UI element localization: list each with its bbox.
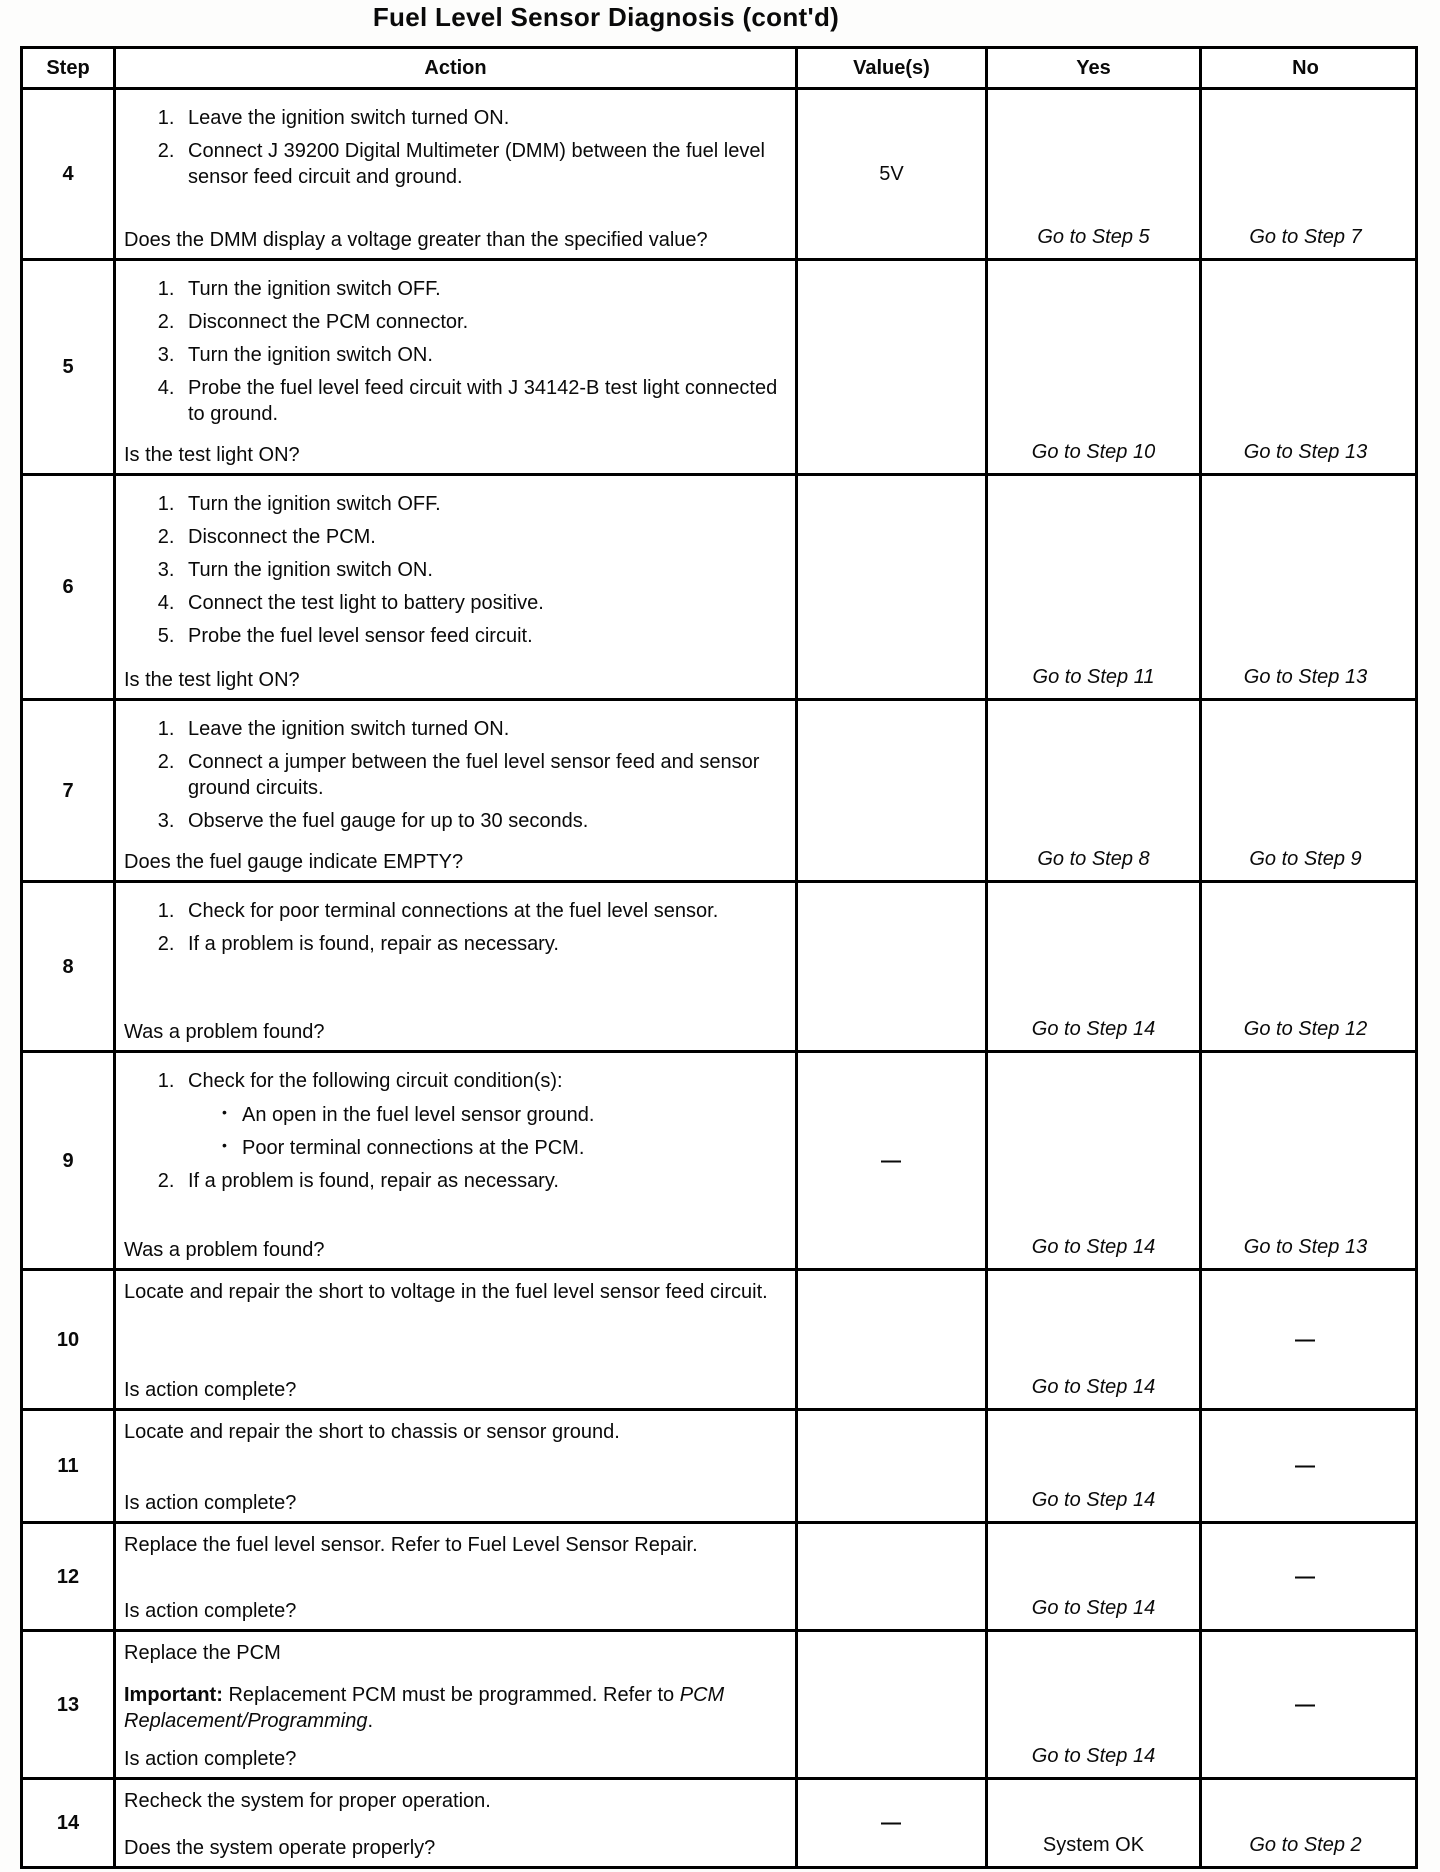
value-cell (798, 1632, 988, 1777)
action-list (124, 891, 785, 964)
table-row-step-7 (23, 701, 1415, 883)
step-number: 9 (23, 1053, 116, 1268)
value-cell: — (798, 1780, 988, 1866)
no-cell (1202, 1053, 1409, 1268)
action-item (180, 1068, 785, 1161)
yes-action: Go to Step 14 (1031, 1236, 1156, 1258)
step-number: 8 (23, 883, 116, 1050)
step-number: 12 (23, 1524, 116, 1629)
no-action: — (1295, 1328, 1316, 1351)
action-cell (116, 883, 798, 1050)
value-cell: — (798, 1053, 988, 1268)
question-text: Is action complete? (124, 1492, 297, 1514)
question-text: Is the test light ON? (124, 444, 300, 466)
table-row-step-4 (23, 90, 1415, 261)
yes-cell (988, 701, 1202, 880)
page-title: Fuel Level Sensor Diagnosis (cont'd) (372, 2, 840, 32)
step-number: 11 (23, 1411, 116, 1521)
question-text: Does the fuel gauge indicate EMPTY? (124, 851, 464, 873)
no-cell (1202, 90, 1409, 258)
header-step: Step (23, 49, 116, 87)
yes-cell (988, 1780, 1202, 1866)
value-cell (798, 476, 988, 698)
action-text: Recheck the system for proper operation. (124, 1790, 491, 1812)
value-cell (798, 261, 988, 473)
header-no: No (1292, 57, 1319, 79)
no-action: Go to Step 13 (1243, 666, 1368, 688)
action-cell (116, 261, 798, 473)
no-cell (1202, 1632, 1409, 1777)
action-item: 1. Turn the ignition switch OFF. (180, 491, 785, 517)
action-text: Replace the PCM (124, 1642, 281, 1664)
important-body: Replacement PCM must be programmed. Refer to (222, 1684, 680, 1706)
table-row-step-5 (23, 261, 1415, 476)
yes-action: Go to Step 14 (1031, 1376, 1156, 1398)
table-row-step-14 (23, 1780, 1415, 1866)
action-cell (116, 476, 798, 698)
bullet-list (188, 1102, 785, 1161)
step-number: 13 (23, 1632, 116, 1777)
no-action: — (1295, 1455, 1316, 1477)
important-period: . (367, 1710, 373, 1732)
question-text: Is action complete? (124, 1748, 297, 1770)
value-cell: 5V (798, 90, 988, 258)
action-item: 2. If a problem is found, repair as necessary. (180, 931, 785, 957)
important-note (124, 1682, 785, 1734)
no-action: Go to Step 12 (1243, 1018, 1368, 1040)
yes-cell (988, 1524, 1202, 1629)
table-row-step-13 (23, 1632, 1415, 1780)
action-item: 1. Leave the ignition switch turned ON. (180, 105, 785, 131)
no-action: Go to Step 9 (1249, 848, 1362, 870)
action-item: 1. Check for poor terminal connections at the fuel level sensor. (180, 898, 785, 924)
action-item: 2. Connect a jumper between the fuel level sensor feed and sensor ground circuits. (180, 749, 785, 801)
header-yes: Yes (988, 49, 1202, 87)
yes-action: Go to Step 14 (1031, 1489, 1156, 1511)
action-list (124, 269, 785, 434)
yes-action: Go to Step 14 (1031, 1745, 1156, 1767)
action-list (124, 98, 785, 197)
no-cell (1202, 883, 1409, 1050)
no-action: — (1295, 1693, 1316, 1716)
no-action: Go to Step 13 (1243, 1236, 1368, 1258)
yes-cell (988, 261, 1202, 473)
no-cell (1202, 1271, 1409, 1408)
value-cell (798, 1524, 988, 1629)
action-cell (116, 90, 798, 258)
yes-action: System OK (1042, 1834, 1145, 1856)
action-item: 1. Turn the ignition switch OFF. (180, 276, 785, 302)
action-cell (116, 1632, 798, 1777)
question-text: Is action complete? (124, 1600, 297, 1622)
action-item: 2. If a problem is found, repair as necessary. (180, 1168, 785, 1194)
action-text: Replace the fuel level sensor. Refer to Fuel Level Sensor Repair. (124, 1534, 698, 1556)
yes-cell (988, 476, 1202, 698)
action-item-text: Check for the following circuit condition(s): (188, 1070, 563, 1092)
no-action: — (1295, 1565, 1316, 1588)
action-item: 3. Observe the fuel gauge for up to 30 seconds. (180, 808, 785, 834)
action-item: 4. Connect the test light to battery positive. (180, 590, 785, 616)
step-number: 5 (23, 261, 116, 473)
yes-cell (988, 1411, 1202, 1521)
diagnosis-table (20, 46, 1418, 1869)
table-row-step-6 (23, 476, 1415, 701)
action-item: 2. Connect J 39200 Digital Multimeter (DMM) between the fuel level sensor feed circuit and ground. (180, 138, 785, 190)
question-text: Is the test light ON? (124, 669, 300, 691)
action-cell (116, 1780, 798, 1866)
table-row-step-8 (23, 883, 1415, 1053)
table-header-row (23, 49, 1415, 90)
bullet-item: • An open in the fuel level sensor ground. (222, 1102, 785, 1128)
value-cell (798, 1411, 988, 1521)
action-text-group (124, 1640, 785, 1734)
action-cell (116, 1524, 798, 1629)
step-number: 7 (23, 701, 116, 880)
no-cell (1202, 1411, 1409, 1521)
action-item: 3. Turn the ignition switch ON. (180, 342, 785, 368)
yes-cell (988, 1053, 1202, 1268)
action-cell (116, 1411, 798, 1521)
step-number: 10 (23, 1271, 116, 1408)
no-cell (1202, 701, 1409, 880)
action-text: Locate and repair the short to voltage in the fuel level sensor feed circuit. (124, 1281, 768, 1303)
no-cell (1202, 476, 1409, 698)
no-action: Go to Step 13 (1243, 441, 1368, 463)
action-cell (116, 701, 798, 880)
step-number: 14 (23, 1780, 116, 1866)
important-label: Important: (124, 1684, 223, 1706)
question-text: Was a problem found? (124, 1021, 325, 1043)
value-cell (798, 1271, 988, 1408)
action-item: 2. Disconnect the PCM. (180, 524, 785, 550)
table-row-step-11 (23, 1411, 1415, 1524)
yes-cell (988, 90, 1202, 258)
question-text: Does the DMM display a voltage greater than the specified value? (124, 229, 708, 251)
bullet-item: • Poor terminal connections at the PCM. (222, 1135, 785, 1161)
step-number: 4 (23, 90, 116, 258)
action-item: 4. Probe the fuel level feed circuit with J 34142-B test light connected to ground. (180, 375, 785, 427)
no-action: Go to Step 7 (1249, 226, 1362, 248)
question-text: Is action complete? (124, 1379, 297, 1401)
no-cell (1202, 1780, 1409, 1866)
yes-cell (988, 1632, 1202, 1777)
header-action: Action (116, 49, 798, 87)
action-item: 2. Disconnect the PCM connector. (180, 309, 785, 335)
table-row-step-10 (23, 1271, 1415, 1411)
no-action: Go to Step 2 (1249, 1834, 1362, 1856)
action-cell (116, 1271, 798, 1408)
question-text: Was a problem found? (124, 1239, 325, 1261)
yes-action: Go to Step 8 (1037, 848, 1150, 870)
yes-cell (988, 883, 1202, 1050)
action-list (124, 709, 785, 841)
yes-action: Go to Step 14 (1031, 1018, 1156, 1040)
action-item: 3. Turn the ignition switch ON. (180, 557, 785, 583)
yes-action: Go to Step 14 (1031, 1597, 1156, 1619)
action-text: Locate and repair the short to chassis or sensor ground. (124, 1421, 620, 1443)
important-reference: PCM Replacement/Programming (124, 1684, 725, 1732)
no-cell (1202, 1524, 1409, 1629)
table-row-step-12 (23, 1524, 1415, 1632)
value-cell (798, 701, 988, 880)
yes-action: Go to Step 5 (1037, 226, 1150, 248)
action-cell (116, 1053, 798, 1268)
value-cell (798, 883, 988, 1050)
action-item: 1. Leave the ignition switch turned ON. (180, 716, 785, 742)
action-item: 5. Probe the fuel level sensor feed circuit. (180, 623, 785, 649)
action-list (124, 484, 785, 656)
action-list (124, 1061, 785, 1201)
table-row-step-9 (23, 1053, 1415, 1271)
yes-action: Go to Step 11 (1032, 666, 1155, 688)
step-number: 6 (23, 476, 116, 698)
question-text: Does the system operate properly? (124, 1837, 436, 1859)
no-cell (1202, 261, 1409, 473)
yes-cell (988, 1271, 1202, 1408)
yes-action: Go to Step 10 (1031, 441, 1156, 463)
header-values: Value(s) (798, 49, 988, 87)
